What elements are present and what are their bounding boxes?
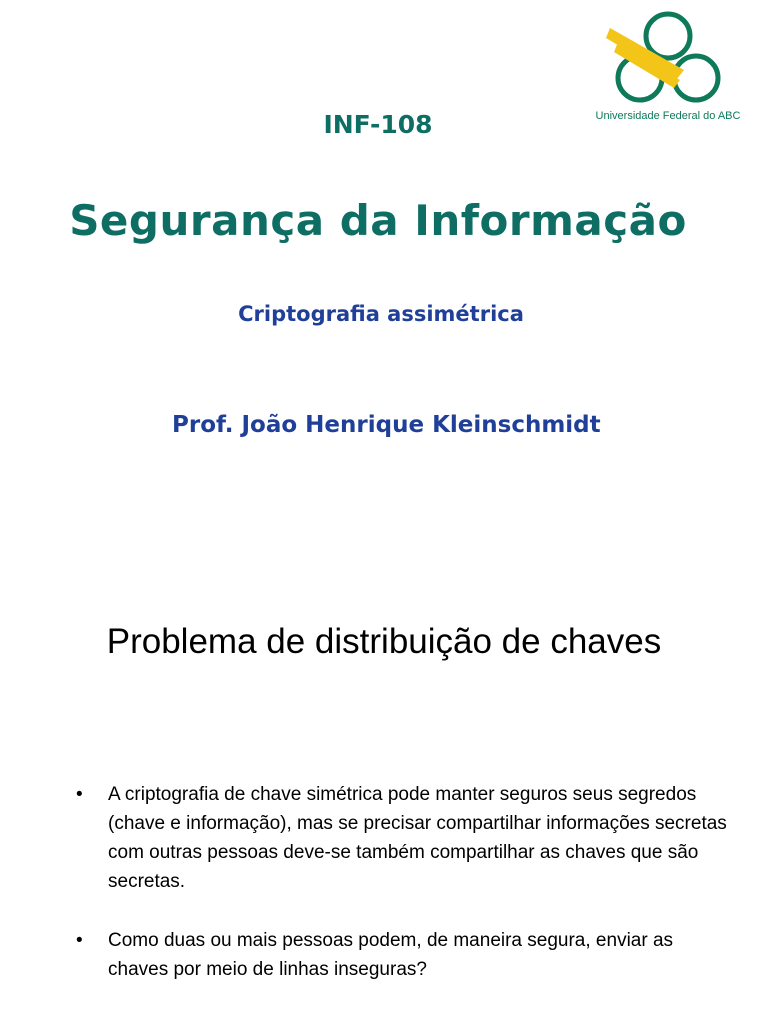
- ufabc-logo-icon: [606, 8, 730, 108]
- slide-subtitle: Criptografia assimétrica: [238, 302, 524, 326]
- bullet-item: [74, 926, 734, 984]
- course-code: INF-108: [323, 110, 433, 139]
- bullet-item: [74, 780, 734, 896]
- author-name: Prof. João Henrique Kleinschmidt: [172, 412, 601, 438]
- bullet-list: [74, 780, 734, 984]
- slide-title-heading: Segurança da Informação: [69, 196, 687, 245]
- bullet-icon: •: [76, 930, 83, 951]
- bullet-text: A criptografia de chave simétrica pode manter seguros seus segredos (chave e informação), mas se precisar compartilhar informações secretas com outras pessoas deve-se também compartilhar as chaves que são secretas.: [108, 784, 727, 892]
- bullet-icon: •: [76, 784, 83, 805]
- slide-content: [0, 512, 768, 1024]
- slide2-heading: Problema de distribuição de chaves: [106, 622, 662, 661]
- bullet-text: Como duas ou mais pessoas podem, de maneira segura, enviar as chaves por meio de linhas inseguras?: [108, 930, 674, 980]
- logo-caption: Universidade Federal do ABC: [595, 110, 741, 122]
